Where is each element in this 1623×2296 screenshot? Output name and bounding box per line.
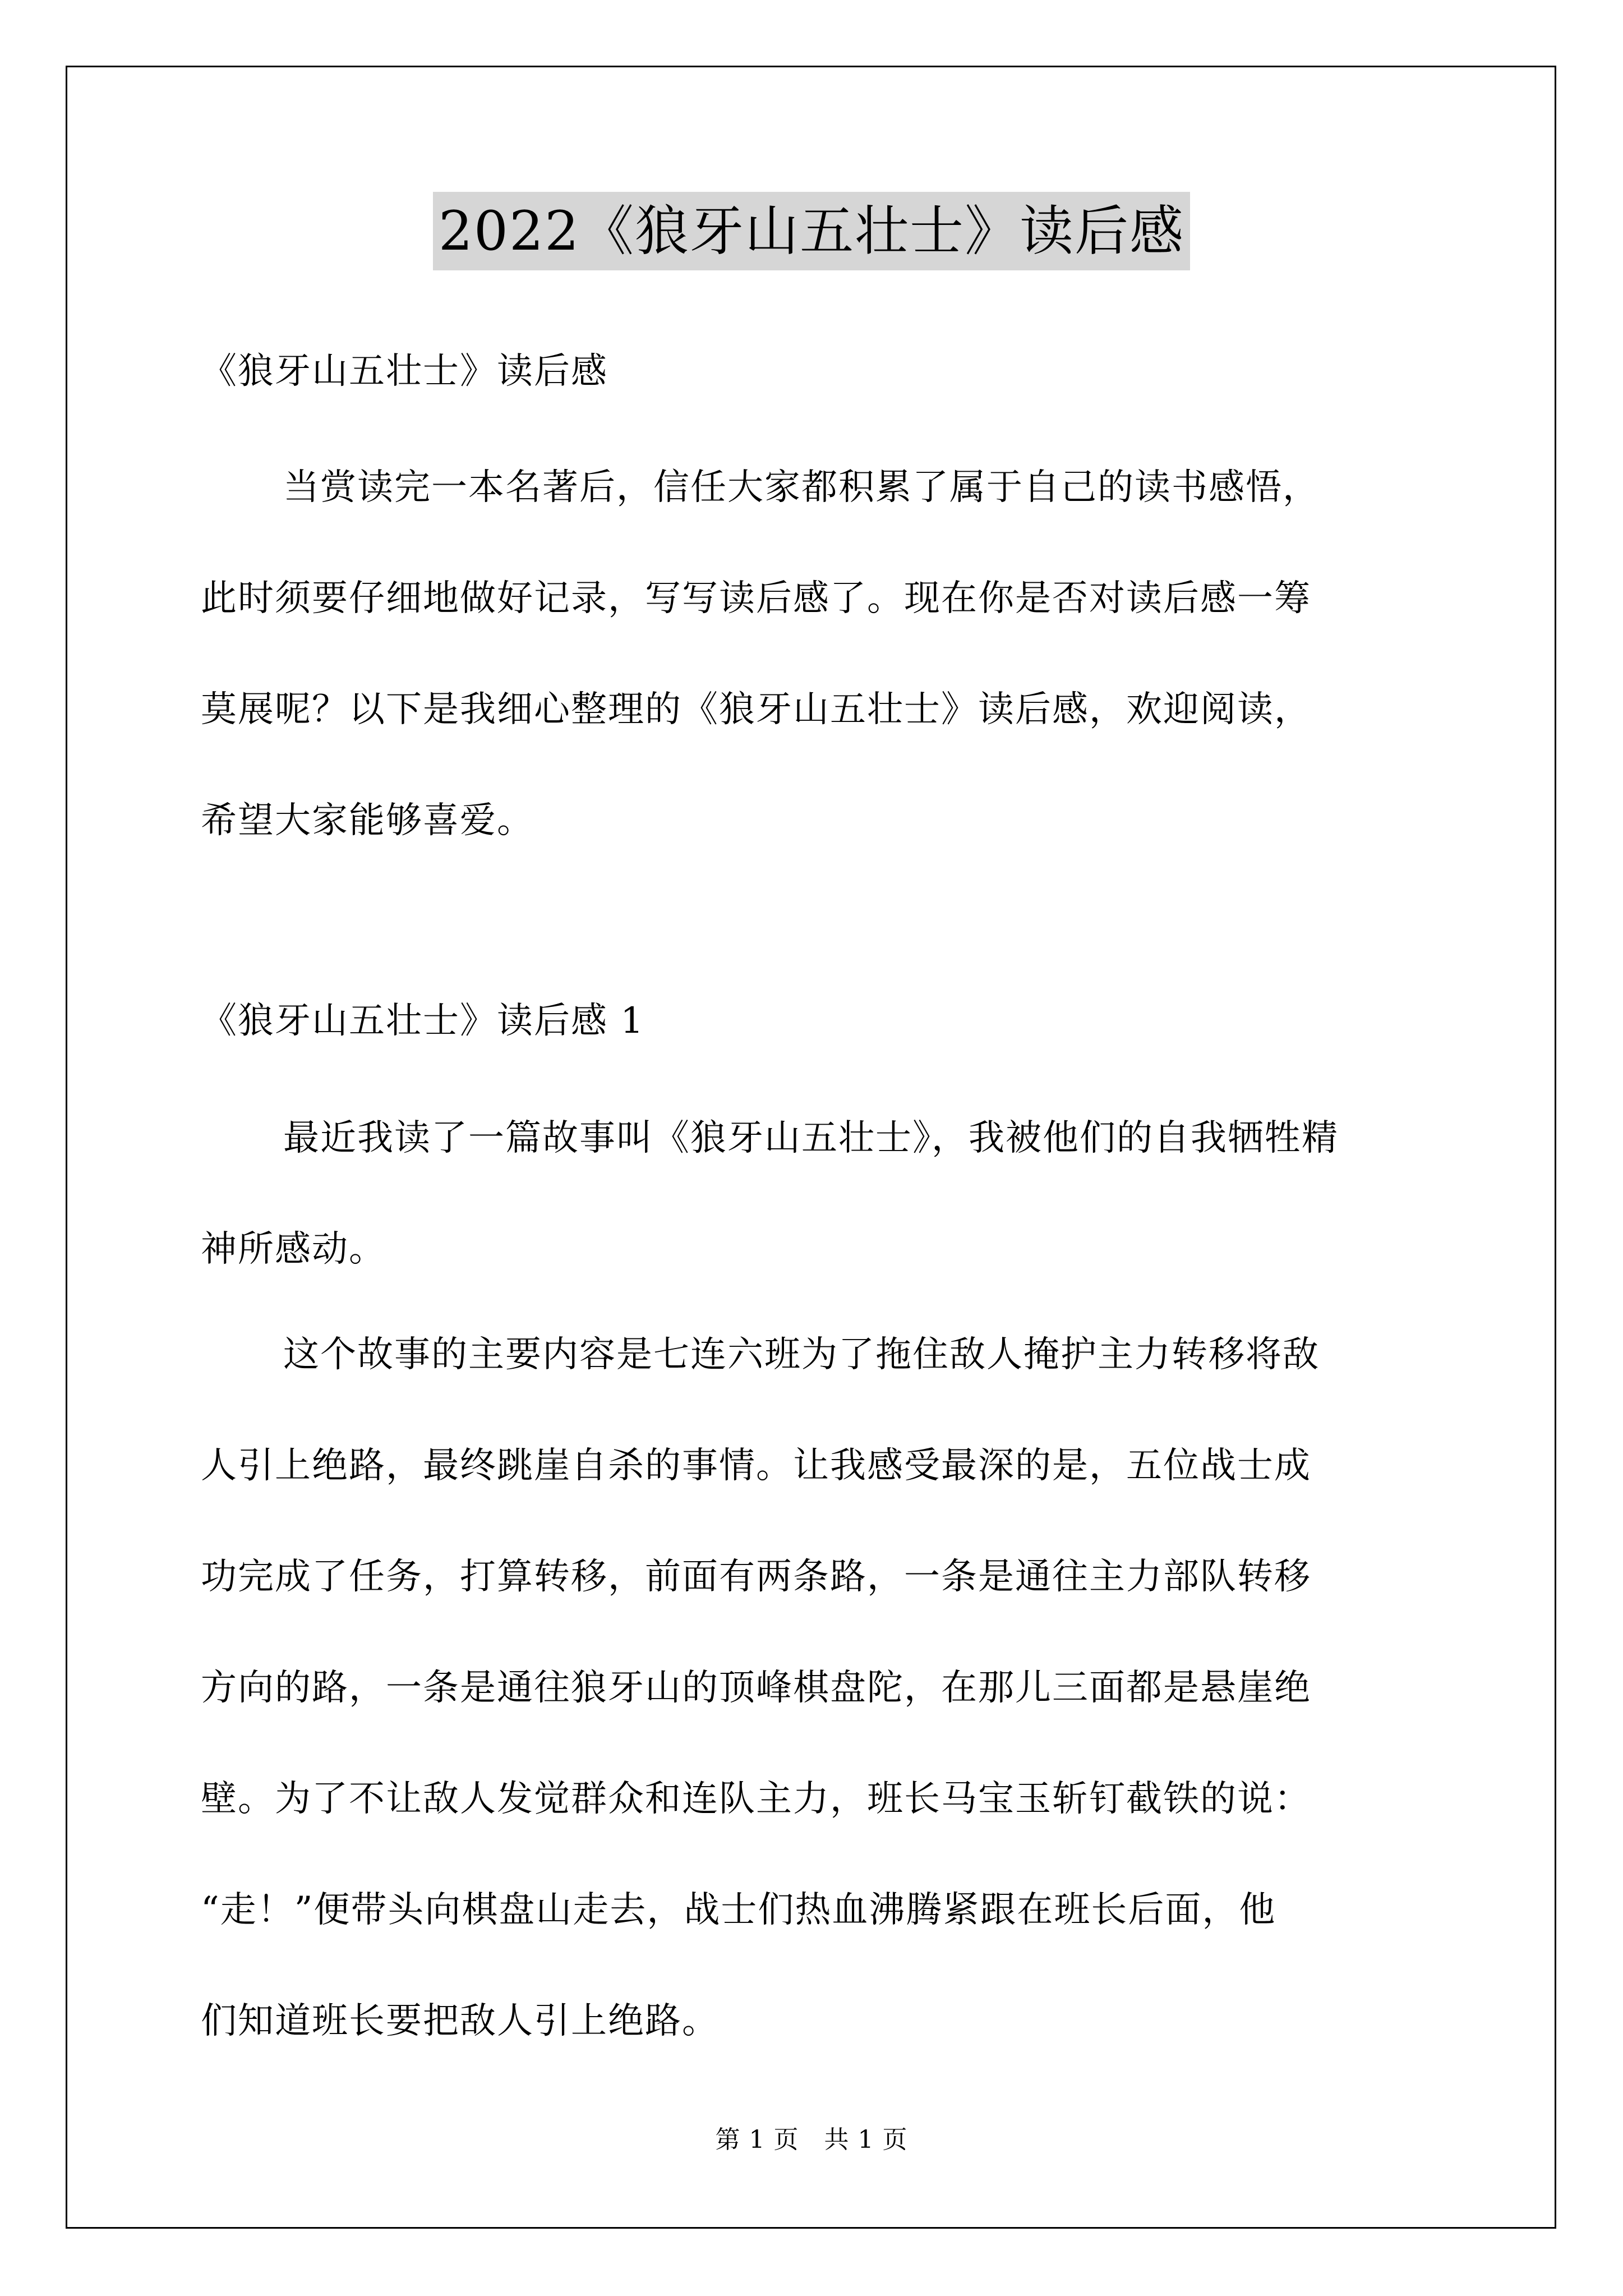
paragraph-line: 这个故事的主要内容是七连六班为了拖住敌人掩护主力转移将敌 — [283, 1334, 1320, 1375]
paragraph-line: 希望大家能够喜爱。 — [201, 800, 534, 841]
paragraph-line: 方向的路，一条是通往狼牙山的顶峰棋盘陀，在那儿三面都是悬崖绝 — [201, 1667, 1311, 1709]
section1-heading: 《狼牙山五壮士》读后感 1 — [201, 1000, 645, 1042]
page-footer: 第 1 页 共 1 页 — [715, 2125, 908, 2154]
intro-heading: 《狼牙山五壮士》读后感 — [201, 351, 608, 392]
intro-paragraph — [201, 432, 1423, 876]
paragraph-line: 人引上绝路，最终跳崖自杀的事情。让我感受最深的是，五位战士成 — [201, 1445, 1311, 1487]
document-title: 2022《狼牙山五壮士》读后感 — [433, 192, 1190, 270]
paragraph-line: 壁。为了不让敌人发觉群众和连队主力，班长马宝玉斩钉截铁的说： — [201, 1778, 1311, 1820]
paragraph-line: “走！”便带头向棋盘山走去，战士们热血沸腾紧跟在班长后面，他 — [201, 1889, 1276, 1931]
section1-paragraph-2 — [201, 1299, 1423, 2077]
paragraph-line: 当赏读完一本名著后，信任大家都积累了属于自己的读书感悟， — [283, 467, 1320, 508]
paragraph-line: 莫展呢？以下是我细心整理的《狼牙山五壮士》读后感，欢迎阅读， — [201, 689, 1311, 730]
paragraph-line: 此时须要仔细地做好记录，写写读后感了。现在你是否对读后感一筹 — [201, 578, 1311, 619]
section1-paragraph-1 — [201, 1083, 1423, 1305]
paragraph-line: 神所感动。 — [201, 1228, 386, 1270]
title-container — [0, 192, 1623, 270]
paragraph-line: 功完成了任务，打算转移，前面有两条路，一条是通往主力部队转移 — [201, 1556, 1311, 1598]
paragraph-line: 最近我读了一篇故事叫《狼牙山五壮士》，我被他们的自我牺牲精 — [283, 1117, 1339, 1159]
paragraph-line: 们知道班长要把敌人引上绝路。 — [201, 2000, 719, 2042]
